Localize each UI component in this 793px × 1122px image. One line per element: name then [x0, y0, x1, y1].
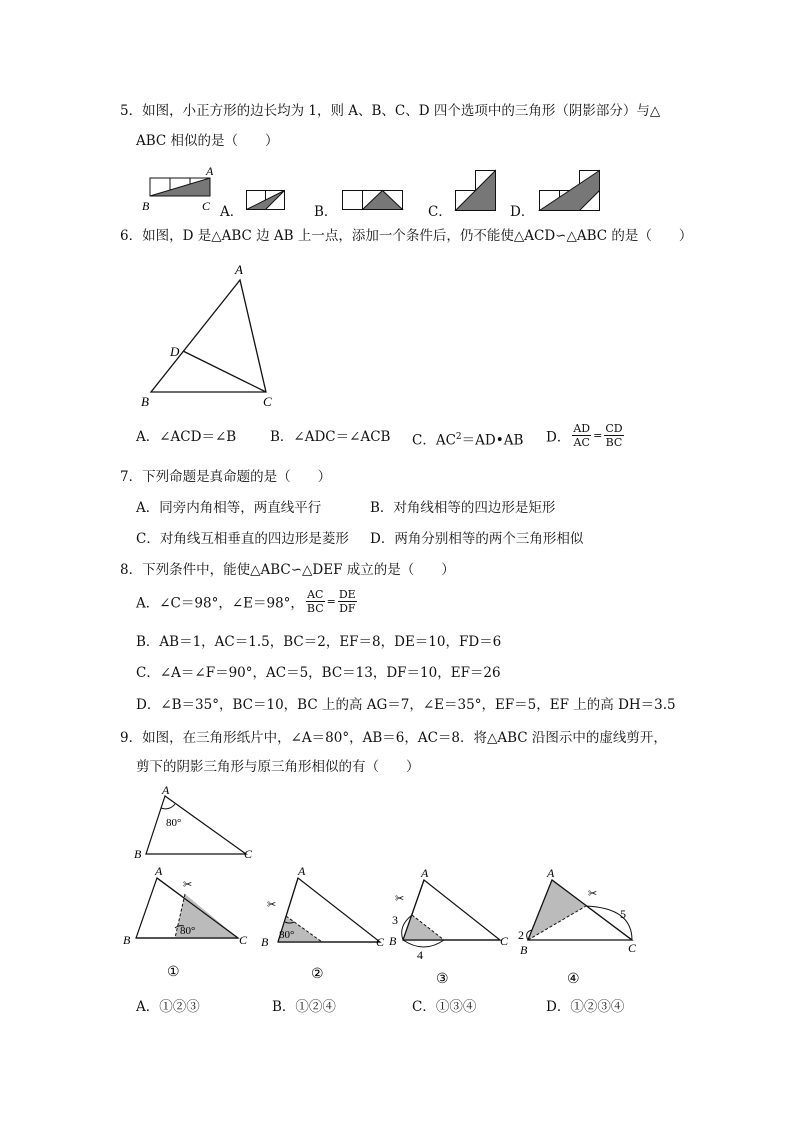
svg-text:A: A — [155, 864, 163, 878]
svg-text:2: 2 — [518, 928, 524, 942]
q6-label-b: B — [141, 394, 149, 409]
scissors-icon: ✂ — [183, 879, 193, 891]
scissors-icon: ✂ — [395, 893, 405, 905]
svg-text:B: B — [389, 934, 397, 948]
q7-option-c: C．对角线互相垂直的四边形是菱形 — [136, 531, 349, 547]
q5-option-c-figure — [455, 170, 497, 212]
svg-text:B: B — [261, 935, 269, 949]
q9-stem-line2: 剪下的阴影三角形与原三角形相似的有（ ） — [136, 759, 420, 775]
q6-option-c: C．$AC^2=AD•AB$ — [412, 432, 524, 449]
q9-orig-label-b: B — [134, 847, 142, 861]
svg-text:A: A — [547, 866, 555, 880]
q9-caption-1: ① — [167, 965, 180, 980]
q5-label-a: A — [206, 164, 214, 178]
svg-text:5: 5 — [620, 907, 626, 921]
q5-label-c: C — [202, 199, 211, 213]
q9-caption-2: ② — [311, 967, 324, 982]
q6-label-c: C — [263, 394, 272, 409]
q8-option-c: C．∠A＝∠F＝90°，AC＝5，BC＝13，DF＝10，EF＝26 — [136, 665, 501, 681]
q5-option-c-label: C． — [428, 204, 452, 220]
q9-option-b: B．①②④ — [272, 999, 336, 1015]
q9-orig-label-c: C — [244, 847, 253, 861]
scissors-icon: ✂ — [588, 888, 598, 900]
q8-option-d: D．∠B＝35°，BC＝10，BC 上的高 AG＝7，∠E＝35°，EF＝5，EF 上的高 DH＝3.5 — [136, 697, 676, 713]
q7-stem: 7．下列命题是真命题的是（ ） — [120, 469, 332, 485]
q6-label-d: D — [170, 344, 180, 359]
q9-option-d: D．①②③④ — [546, 999, 625, 1015]
svg-text:C: C — [500, 934, 509, 948]
svg-text:C: C — [239, 933, 248, 947]
svg-text:C: C — [376, 935, 385, 949]
q7-option-b: B．对角线相等的四边形是矩形 — [370, 500, 556, 516]
svg-text:80°: 80° — [180, 925, 196, 937]
q5-option-a-figure — [246, 190, 286, 212]
q9-figure-4 — [510, 866, 650, 986]
q8-option-b: B．AB＝1，AC＝1.5，BC＝2，EF＝8，DE＝10，FD＝6 — [136, 634, 502, 650]
svg-text:3: 3 — [392, 913, 398, 927]
svg-text:4: 4 — [417, 948, 423, 962]
q9-figure-3 — [386, 866, 526, 986]
q6-option-b: B．∠ADC＝∠ACB — [270, 429, 391, 445]
q5-reference-figure — [140, 160, 220, 215]
q5-option-b-label: B． — [314, 204, 338, 220]
q9-stem-line1: 9．如图，在三角形纸片中，∠A＝80°，AB＝6，AC＝8．将△ABC 沿图示中的虚线剪开， — [120, 730, 667, 746]
q5-label-b: B — [142, 199, 150, 213]
q5-option-d-label: D． — [510, 204, 535, 220]
q9-option-a: A．①②③ — [136, 999, 200, 1015]
scissors-icon: ✂ — [267, 899, 277, 911]
q7-option-a: A．同旁内角相等，两直线平行 — [136, 500, 322, 516]
q9-original-triangle — [132, 784, 264, 864]
q6-option-d: D． $\frac{AD}{AC}$ = $\frac{CD}{BC}$ — [546, 422, 623, 449]
q9-orig-angle: 80° — [166, 817, 182, 829]
q8-option-a: A．∠C＝98°，∠E＝98°， $\frac{AC}{BC}$ = $\frac{DE}{DF}$ — [136, 588, 356, 615]
svg-text:B: B — [123, 933, 131, 947]
q9-caption-4: ④ — [567, 972, 580, 987]
q9-caption-3: ③ — [436, 972, 449, 987]
q8-stem: 8．下列条件中，能使△ABC∽△DEF 成立的是（ ） — [120, 562, 455, 578]
q6-option-a: A．∠ACD＝∠B — [136, 429, 237, 445]
svg-text:A: A — [298, 864, 306, 878]
q6-label-a: A — [235, 262, 243, 277]
q9-figure-2 — [258, 866, 398, 986]
svg-text:A: A — [421, 866, 429, 880]
q5-option-b-figure — [342, 190, 404, 212]
q5-option-d-figure — [539, 170, 601, 212]
q9-orig-label-a: A — [162, 783, 170, 797]
q9-figure-1 — [120, 866, 260, 986]
svg-text:C: C — [628, 941, 637, 955]
q5-option-a-label: A． — [220, 204, 244, 220]
q5-stem-line2: ABC 相似的是（ ） — [136, 133, 279, 149]
q9-option-c: C．①③④ — [412, 999, 477, 1015]
svg-text:80°: 80° — [279, 929, 295, 941]
q6-stem: 6．如图，D 是△ABC 边 AB 上一点，添加一个条件后，仍不能使△ACD∽△ABC 的是（ ） — [120, 228, 693, 244]
svg-text:B: B — [520, 943, 528, 957]
q6-triangle-figure — [138, 258, 278, 408]
q7-option-d: D．两角分别相等的两个三角形相似 — [370, 531, 584, 547]
q5-stem-line1: 5．如图，小正方形的边长均为 1，则 A、B、C、D 四个选项中的三角形（阴影部分）与△ — [120, 103, 661, 119]
